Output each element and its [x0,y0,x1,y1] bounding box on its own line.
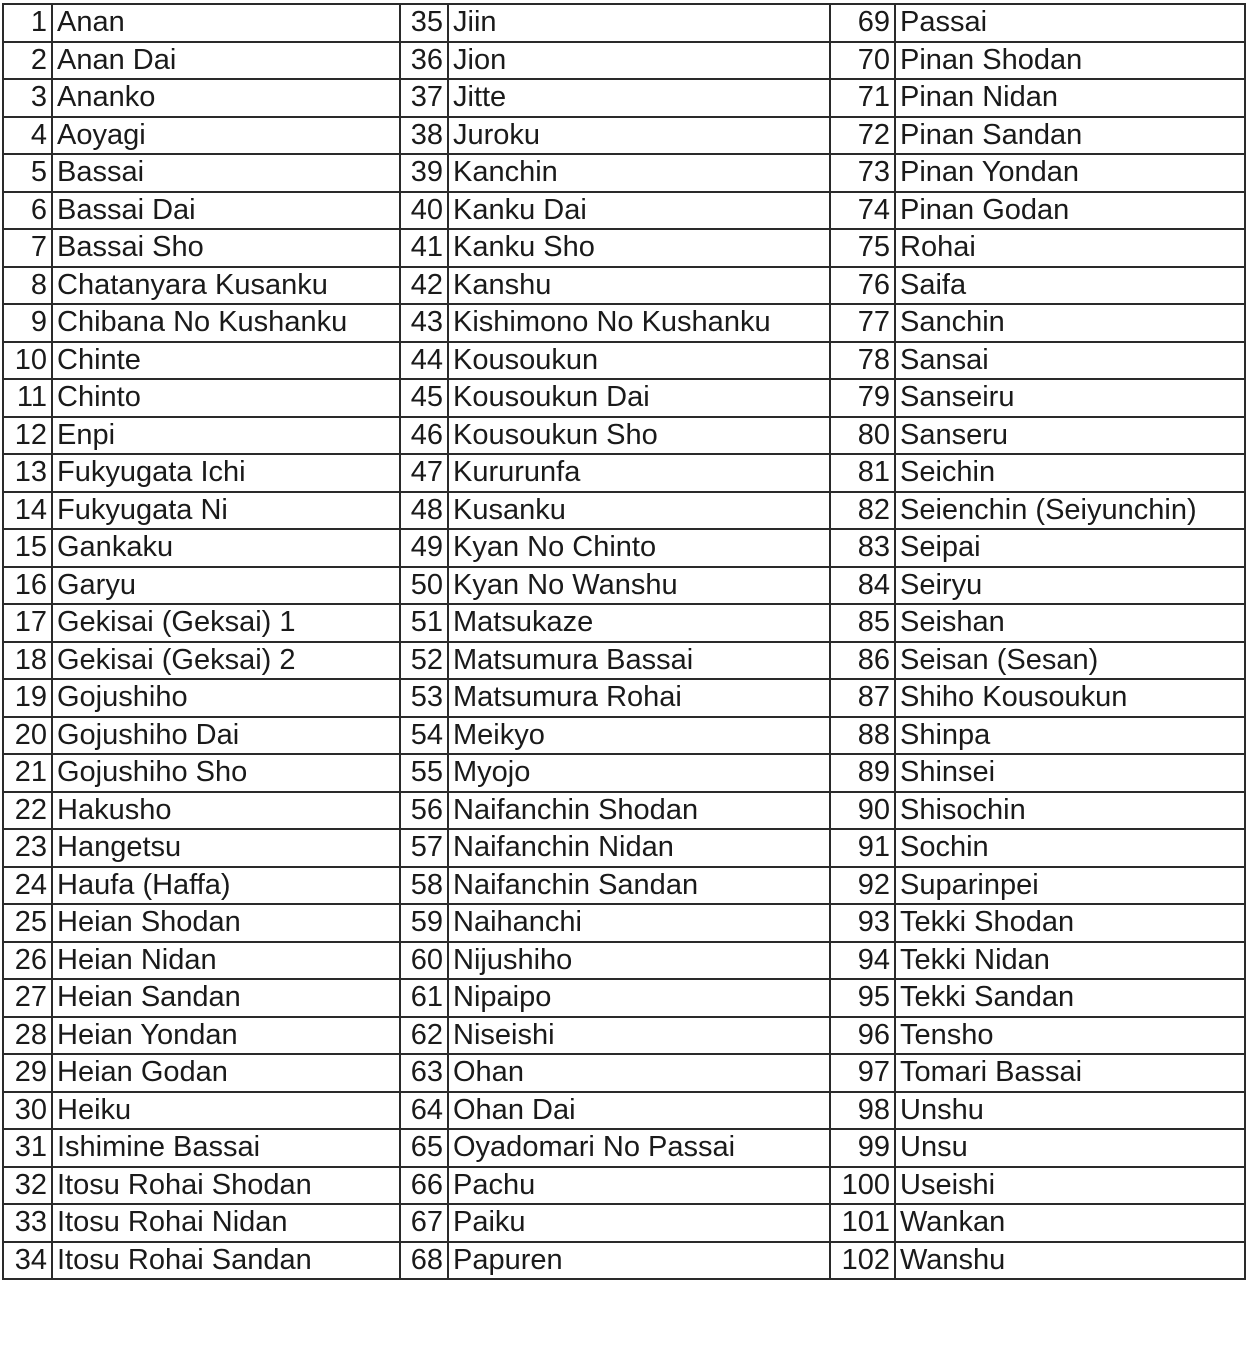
kata-name-cell: Heian Sandan [52,979,400,1017]
kata-name-cell: Ohan Dai [448,1092,830,1130]
kata-number-cell: 32 [3,1167,52,1205]
kata-name-cell: Kousoukun Dai [448,379,830,417]
kata-number-cell: 65 [400,1129,448,1167]
table-row [3,454,1245,492]
kata-name-cell: Heian Godan [52,1054,400,1092]
kata-name-cell: Niseishi [448,1017,830,1055]
kata-name-cell: Kyan No Wanshu [448,567,830,605]
kata-name-cell: Unsu [895,1129,1245,1167]
kata-number-cell: 57 [400,829,448,867]
kata-name-cell: Gojushiho [52,679,400,717]
kata-name-cell: Ishimine Bassai [52,1129,400,1167]
kata-number-cell: 39 [400,154,448,192]
kata-number-cell: 60 [400,942,448,980]
kata-number-cell: 19 [3,679,52,717]
kata-number-cell: 84 [830,567,895,605]
kata-name-cell: Heian Shodan [52,904,400,942]
table-row [3,642,1245,680]
kata-number-cell: 101 [830,1204,895,1242]
kata-number-cell: 68 [400,1242,448,1280]
kata-name-cell: Gojushiho Sho [52,754,400,792]
kata-name-cell: Tomari Bassai [895,1054,1245,1092]
kata-number-cell: 17 [3,604,52,642]
kata-name-cell: Sochin [895,829,1245,867]
kata-number-cell: 2 [3,42,52,80]
kata-number-cell: 66 [400,1167,448,1205]
kata-number-cell: 83 [830,529,895,567]
table-row [3,4,1245,42]
kata-number-cell: 1 [3,4,52,42]
kata-number-cell: 72 [830,117,895,155]
table-row [3,1129,1245,1167]
kata-number-cell: 81 [830,454,895,492]
kata-number-cell: 59 [400,904,448,942]
kata-number-cell: 11 [3,379,52,417]
kata-number-cell: 87 [830,679,895,717]
kata-number-cell: 51 [400,604,448,642]
kata-name-cell: Pachu [448,1167,830,1205]
kata-name-cell: Gojushiho Dai [52,717,400,755]
table-row [3,679,1245,717]
kata-name-cell: Chinto [52,379,400,417]
kata-number-cell: 62 [400,1017,448,1055]
kata-number-cell: 77 [830,304,895,342]
kata-name-cell: Shiho Kousoukun [895,679,1245,717]
table-row [3,79,1245,117]
kata-name-cell: Gekisai (Geksai) 1 [52,604,400,642]
kata-number-cell: 40 [400,192,448,230]
kata-number-cell: 91 [830,829,895,867]
kata-number-cell: 3 [3,79,52,117]
kata-name-cell: Tekki Nidan [895,942,1245,980]
kata-name-cell: Rohai [895,229,1245,267]
kata-number-cell: 10 [3,342,52,380]
kata-name-cell: Saifa [895,267,1245,305]
kata-number-cell: 16 [3,567,52,605]
table-row [3,154,1245,192]
kata-name-cell: Sanseiru [895,379,1245,417]
kata-number-cell: 27 [3,979,52,1017]
kata-name-cell: Nipaipo [448,979,830,1017]
kata-number-cell: 94 [830,942,895,980]
kata-number-cell: 6 [3,192,52,230]
kata-number-cell: 67 [400,1204,448,1242]
kata-number-cell: 29 [3,1054,52,1092]
kata-number-cell: 96 [830,1017,895,1055]
kata-number-cell: 75 [830,229,895,267]
table-row [3,717,1245,755]
kata-number-cell: 98 [830,1092,895,1130]
table-row [3,42,1245,80]
kata-list-table [2,3,1246,1280]
kata-number-cell: 69 [830,4,895,42]
kata-name-cell: Jion [448,42,830,80]
kata-name-cell: Pinan Sandan [895,117,1245,155]
kata-number-cell: 73 [830,154,895,192]
kata-number-cell: 42 [400,267,448,305]
kata-number-cell: 49 [400,529,448,567]
kata-number-cell: 53 [400,679,448,717]
kata-number-cell: 86 [830,642,895,680]
kata-name-cell: Hangetsu [52,829,400,867]
kata-number-cell: 5 [3,154,52,192]
table-row [3,267,1245,305]
kata-number-cell: 37 [400,79,448,117]
kata-number-cell: 30 [3,1092,52,1130]
kata-number-cell: 63 [400,1054,448,1092]
table-row [3,754,1245,792]
kata-number-cell: 21 [3,754,52,792]
kata-name-cell: Ananko [52,79,400,117]
kata-name-cell: Haufa (Haffa) [52,867,400,905]
kata-name-cell: Wankan [895,1204,1245,1242]
kata-name-cell: Kanshu [448,267,830,305]
kata-name-cell: Pinan Nidan [895,79,1245,117]
table-row [3,1167,1245,1205]
table-row [3,1092,1245,1130]
table-row [3,1204,1245,1242]
kata-name-cell: Pinan Shodan [895,42,1245,80]
kata-number-cell: 82 [830,492,895,530]
kata-number-cell: 95 [830,979,895,1017]
kata-name-cell: Fukyugata Ni [52,492,400,530]
table-row [3,117,1245,155]
kata-number-cell: 25 [3,904,52,942]
kata-name-cell: Gankaku [52,529,400,567]
kata-number-cell: 52 [400,642,448,680]
kata-name-cell: Itosu Rohai Sandan [52,1242,400,1280]
table-row [3,1017,1245,1055]
kata-number-cell: 4 [3,117,52,155]
kata-name-cell: Heian Nidan [52,942,400,980]
table-row [3,904,1245,942]
kata-name-cell: Sanchin [895,304,1245,342]
kata-number-cell: 99 [830,1129,895,1167]
kata-name-cell: Chatanyara Kusanku [52,267,400,305]
kata-name-cell: Pinan Godan [895,192,1245,230]
kata-number-cell: 7 [3,229,52,267]
kata-number-cell: 13 [3,454,52,492]
kata-name-cell: Chibana No Kushanku [52,304,400,342]
kata-number-cell: 50 [400,567,448,605]
kata-number-cell: 34 [3,1242,52,1280]
kata-name-cell: Fukyugata Ichi [52,454,400,492]
kata-name-cell: Tekki Sandan [895,979,1245,1017]
kata-name-cell: Itosu Rohai Shodan [52,1167,400,1205]
kata-number-cell: 100 [830,1167,895,1205]
kata-name-cell: Suparinpei [895,867,1245,905]
kata-name-cell: Paiku [448,1204,830,1242]
kata-name-cell: Anan Dai [52,42,400,80]
kata-name-cell: Seienchin (Seiyunchin) [895,492,1245,530]
kata-number-cell: 89 [830,754,895,792]
kata-name-cell: Wanshu [895,1242,1245,1280]
kata-name-cell: Jiin [448,4,830,42]
kata-name-cell: Shinsei [895,754,1245,792]
kata-name-cell: Pinan Yondan [895,154,1245,192]
kata-number-cell: 20 [3,717,52,755]
kata-name-cell: Kousoukun Sho [448,417,830,455]
kata-name-cell: Oyadomari No Passai [448,1129,830,1167]
kata-number-cell: 47 [400,454,448,492]
kata-name-cell: Naifanchin Nidan [448,829,830,867]
kata-name-cell: Kishimono No Kushanku [448,304,830,342]
kata-name-cell: Seishan [895,604,1245,642]
kata-number-cell: 48 [400,492,448,530]
kata-name-cell: Kusanku [448,492,830,530]
table-row [3,567,1245,605]
kata-number-cell: 44 [400,342,448,380]
kata-name-cell: Seichin [895,454,1245,492]
table-row [3,492,1245,530]
kata-number-cell: 70 [830,42,895,80]
kata-number-cell: 74 [830,192,895,230]
kata-name-cell: Sansai [895,342,1245,380]
kata-number-cell: 18 [3,642,52,680]
kata-name-cell: Nijushiho [448,942,830,980]
kata-number-cell: 38 [400,117,448,155]
kata-number-cell: 15 [3,529,52,567]
kata-name-cell: Passai [895,4,1245,42]
kata-number-cell: 93 [830,904,895,942]
kata-number-cell: 36 [400,42,448,80]
table-row [3,604,1245,642]
kata-name-cell: Matsukaze [448,604,830,642]
kata-name-cell: Itosu Rohai Nidan [52,1204,400,1242]
kata-number-cell: 26 [3,942,52,980]
kata-name-cell: Seiryu [895,567,1245,605]
kata-name-cell: Seisan (Sesan) [895,642,1245,680]
table-row [3,304,1245,342]
kata-name-cell: Gekisai (Geksai) 2 [52,642,400,680]
kata-number-cell: 80 [830,417,895,455]
kata-name-cell: Bassai [52,154,400,192]
kata-number-cell: 56 [400,792,448,830]
kata-name-cell: Enpi [52,417,400,455]
kata-number-cell: 79 [830,379,895,417]
kata-name-cell: Naifanchin Sandan [448,867,830,905]
kata-name-cell: Bassai Dai [52,192,400,230]
kata-name-cell: Aoyagi [52,117,400,155]
kata-name-cell: Ohan [448,1054,830,1092]
kata-number-cell: 61 [400,979,448,1017]
kata-name-cell: Myojo [448,754,830,792]
table-row [3,417,1245,455]
kata-number-cell: 45 [400,379,448,417]
kata-name-cell: Heian Yondan [52,1017,400,1055]
kata-number-cell: 28 [3,1017,52,1055]
kata-name-cell: Naihanchi [448,904,830,942]
kata-number-cell: 9 [3,304,52,342]
table-row [3,379,1245,417]
kata-number-cell: 78 [830,342,895,380]
kata-name-cell: Useishi [895,1167,1245,1205]
kata-name-cell: Chinte [52,342,400,380]
kata-number-cell: 90 [830,792,895,830]
kata-number-cell: 54 [400,717,448,755]
kata-number-cell: 14 [3,492,52,530]
kata-name-cell: Kanku Dai [448,192,830,230]
table-row [3,829,1245,867]
table-row [3,979,1245,1017]
kata-name-cell: Hakusho [52,792,400,830]
kata-name-cell: Unshu [895,1092,1245,1130]
kata-number-cell: 46 [400,417,448,455]
kata-list-body [3,4,1245,1279]
kata-name-cell: Kururunfa [448,454,830,492]
kata-name-cell: Juroku [448,117,830,155]
kata-name-cell: Naifanchin Shodan [448,792,830,830]
kata-name-cell: Kanchin [448,154,830,192]
kata-name-cell: Papuren [448,1242,830,1280]
kata-name-cell: Matsumura Rohai [448,679,830,717]
table-row [3,942,1245,980]
kata-name-cell: Kanku Sho [448,229,830,267]
kata-number-cell: 23 [3,829,52,867]
kata-number-cell: 8 [3,267,52,305]
kata-name-cell: Shisochin [895,792,1245,830]
kata-number-cell: 55 [400,754,448,792]
table-row [3,529,1245,567]
kata-number-cell: 35 [400,4,448,42]
kata-name-cell: Meikyo [448,717,830,755]
kata-name-cell: Garyu [52,567,400,605]
kata-name-cell: Seipai [895,529,1245,567]
kata-number-cell: 22 [3,792,52,830]
kata-name-cell: Tekki Shodan [895,904,1245,942]
kata-name-cell: Bassai Sho [52,229,400,267]
table-row [3,1242,1245,1280]
kata-name-cell: Tensho [895,1017,1245,1055]
kata-name-cell: Anan [52,4,400,42]
kata-number-cell: 58 [400,867,448,905]
kata-name-cell: Matsumura Bassai [448,642,830,680]
kata-number-cell: 64 [400,1092,448,1130]
table-row [3,792,1245,830]
kata-number-cell: 76 [830,267,895,305]
kata-number-cell: 24 [3,867,52,905]
table-row [3,1054,1245,1092]
kata-number-cell: 71 [830,79,895,117]
kata-number-cell: 85 [830,604,895,642]
table-row [3,229,1245,267]
kata-name-cell: Sanseru [895,417,1245,455]
kata-number-cell: 41 [400,229,448,267]
kata-name-cell: Kousoukun [448,342,830,380]
kata-name-cell: Shinpa [895,717,1245,755]
kata-number-cell: 43 [400,304,448,342]
kata-number-cell: 31 [3,1129,52,1167]
kata-name-cell: Jitte [448,79,830,117]
table-row [3,192,1245,230]
kata-number-cell: 33 [3,1204,52,1242]
table-row [3,867,1245,905]
kata-name-cell: Kyan No Chinto [448,529,830,567]
kata-number-cell: 97 [830,1054,895,1092]
kata-number-cell: 102 [830,1242,895,1280]
kata-number-cell: 88 [830,717,895,755]
kata-number-cell: 12 [3,417,52,455]
kata-name-cell: Heiku [52,1092,400,1130]
kata-number-cell: 92 [830,867,895,905]
table-row [3,342,1245,380]
